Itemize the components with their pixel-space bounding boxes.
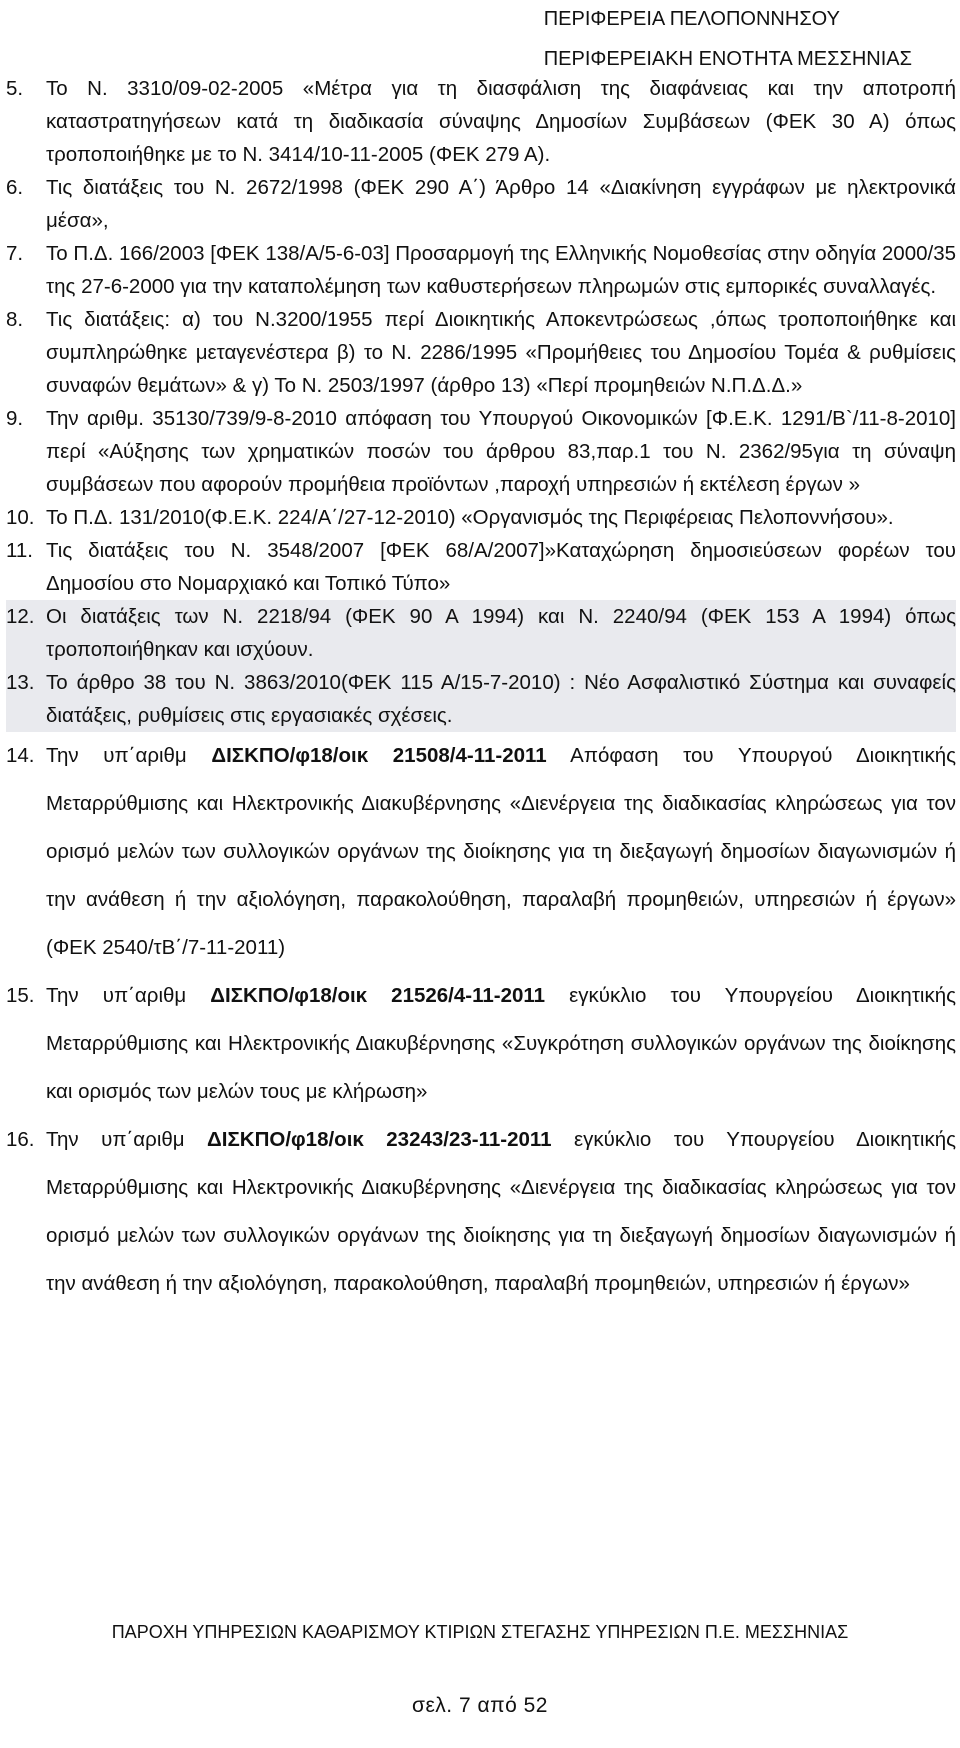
list-item	[6, 402, 956, 501]
item-text: Οι διατάξεις των Ν. 2218/94 (ΦΕΚ 90 Α 1994) και Ν. 2240/94 (ΦΕΚ 153 Α 1994) όπως τροποποιήθηκαν και ισχύουν.	[46, 605, 956, 661]
item-text-post: Απόφαση του Υπουργού Διοικητικής Μεταρρύθμισης και Ηλεκτρονικής Διακυβέρνησης «Διενέργεια της διαδικασίας κληρώσεως για τον ορισμό μελών των συλλογικών οργάνων της διοίκησης για τη διεξαγωγή δημοσίων διαγωνισμών ή την ανάθεση ή την αξιολόγηση, παρακολούθηση, παραλαβή προμηθειών, υπηρεσιών ή έργων» (ΦΕΚ 2540/τΒ΄/7-11-2011)	[46, 744, 957, 959]
item-number: 13.	[6, 671, 35, 694]
list-item	[6, 72, 956, 171]
list-item	[6, 303, 956, 402]
item-text-post: εγκύκλιο του Υπουργείου Διοικητικής Μεταρρύθμισης και Ηλεκτρονικής Διακυβέρνησης «Συγκρότηση συλλογικών οργάνων της διοίκησης και ορισμός των μελών τους με κλήρωση»	[46, 984, 957, 1103]
item-text: Το Ν. 3310/09-02-2005 «Μέτρα για τη διασφάλιση της διαφάνειας και την αποτροπή καταστρατηγήσεων κατά τη διαδικασία σύναψης Δημοσίων Συμβάσεων (ΦΕΚ 30 Α) όπως τροποποιήθηκε με το Ν. 3414/10-11-2005 (ΦΕΚ 279 Α).	[46, 77, 956, 166]
list-item	[6, 732, 956, 972]
decision-reference: ΔΙΣΚΠΟ/φ18/οικ 23243/23-11-2011	[207, 1128, 552, 1151]
list-item	[6, 171, 956, 237]
item-number: 5.	[6, 77, 24, 100]
list-item	[6, 534, 956, 600]
item-text	[46, 732, 956, 972]
item-text: Τις διατάξεις του Ν. 2672/1998 (ΦΕΚ 290 Α΄) Άρθρο 14 «Διακίνηση εγγράφων με ηλεκτρονικά μέσα»,	[46, 176, 956, 232]
decision-reference: ΔΙΣΚΠΟ/φ18/οικ 21526/4-11-2011	[210, 984, 546, 1007]
list-item-highlighted	[6, 600, 956, 666]
item-text-pre: Την υπ΄αριθμ	[46, 984, 211, 1007]
item-text: Τις διατάξεις του Ν. 3548/2007 [ΦΕΚ 68/Α/2007]»Καταχώρηση δημοσιεύσεων φορέων του Δημοσίου στο Νομαρχιακό και Τοπικό Τύπο»	[46, 539, 956, 595]
item-number: 6.	[6, 176, 24, 199]
header-regional-unit: ΠΕΡΙΦΕΡΕΙΑΚΗ ΕΝΟΤΗΤΑ ΜΕΣΣΗΝΙΑΣ	[543, 48, 912, 70]
item-number: 8.	[6, 308, 24, 331]
list-item	[6, 972, 956, 1116]
page-number: σελ. 7 από 52	[411, 1694, 548, 1717]
item-number: 9.	[6, 407, 24, 430]
list-item-highlighted	[6, 666, 956, 732]
item-number: 10.	[6, 506, 35, 529]
list-item	[6, 1116, 956, 1308]
item-text-pre: Την υπ΄αριθμ	[46, 1128, 208, 1151]
item-number: 11.	[6, 539, 33, 562]
item-number: 15.	[6, 984, 35, 1007]
item-number: 14.	[6, 744, 35, 767]
header-region: ΠΕΡΙΦΕΡΕΙΑ ΠΕΛΟΠΟΝΝΗΣΟΥ	[543, 8, 840, 30]
item-number: 16.	[6, 1128, 35, 1151]
footer-title: ΠΑΡΟΧΗ ΥΠΗΡΕΣΙΩΝ ΚΑΘΑΡΙΣΜΟΥ ΚΤΙΡΙΩΝ ΣΤΕΓΑΣΗΣ ΥΠΗΡΕΣΙΩΝ Π.Ε. ΜΕΣΣΗΝΙΑΣ	[111, 1622, 849, 1642]
item-number: 7.	[6, 242, 24, 265]
list-item	[6, 501, 956, 534]
item-text-post: εγκύκλιο του Υπουργείου Διοικητικής Μεταρρύθμισης και Ηλεκτρονικής Διακυβέρνησης «Διενέργεια της διαδικασίας κληρώσεως για τον ορισμό μελών των συλλογικών οργάνων της διοίκησης για τη διεξαγωγή δημοσίων διαγωνισμών ή την ανάθεση ή την αξιολόγηση, παρακολούθηση, παραλαβή προμηθειών, υπηρεσιών ή έργων»	[46, 1128, 956, 1295]
item-text	[46, 972, 956, 1116]
item-text: Τις διατάξεις: α) του Ν.3200/1955 περί Διοικητικής Αποκεντρώσεως ,όπως τροποποιήθηκε και συμπληρώθηκε μεταγενέστερα β) το Ν. 2286/1995 «Προμήθειες του Δημοσίου Τομέα & ρυθμίσεις συναφών θεμάτων» & γ) Το Ν. 2503/1997 (άρθρο 13) «Περί προμηθειών Ν.Π.Δ.Δ.»	[46, 308, 956, 397]
item-text: Το άρθρο 38 του Ν. 3863/2010(ΦΕΚ 115 Α/15-7-2010) : Νέο Ασφαλιστικό Σύστημα και συναφείς διατάξεις, ρυθμίσεις στις εργασιακές σχέσεις.	[46, 671, 956, 727]
list-item	[6, 237, 956, 303]
decision-reference: ΔΙΣΚΠΟ/φ18/οικ 21508/4-11-2011	[211, 744, 547, 767]
page-header	[544, 0, 912, 78]
item-text: Την αριθμ. 35130/739/9-8-2010 απόφαση του Υπουργού Οικονομικών [Φ.Ε.Κ. 1291/Β`/11-8-2010] περί «Αύξησης των χρηματικών ποσών του άρθρου 83,παρ.1 του Ν. 2362/95για τη σύναψη συμβάσεων που αφορούν προμήθεια προϊόντων ,παροχή υπηρεσιών ή εκτέλεση έργων »	[46, 407, 956, 496]
item-text-pre: Την υπ΄αριθμ	[46, 744, 212, 767]
item-text	[46, 1116, 956, 1308]
item-text: Το Π.Δ. 166/2003 [ΦΕΚ 138/Α/5-6-03] Προσαρμογή της Ελληνικής Νομοθεσίας στην οδηγία 2000/35 της 27-6-2000 για την καταπολέμηση των καθυστερήσεων πληρωμών στις εμπορικές συναλλαγές.	[46, 242, 956, 298]
item-number: 12.	[6, 605, 35, 628]
item-text: Το Π.Δ. 131/2010(Φ.Ε.Κ. 224/Α΄/27-12-2010) «Οργανισμός της Περιφέρειας Πελοποννήσου».	[46, 506, 894, 529]
legal-references-list	[6, 72, 956, 1308]
